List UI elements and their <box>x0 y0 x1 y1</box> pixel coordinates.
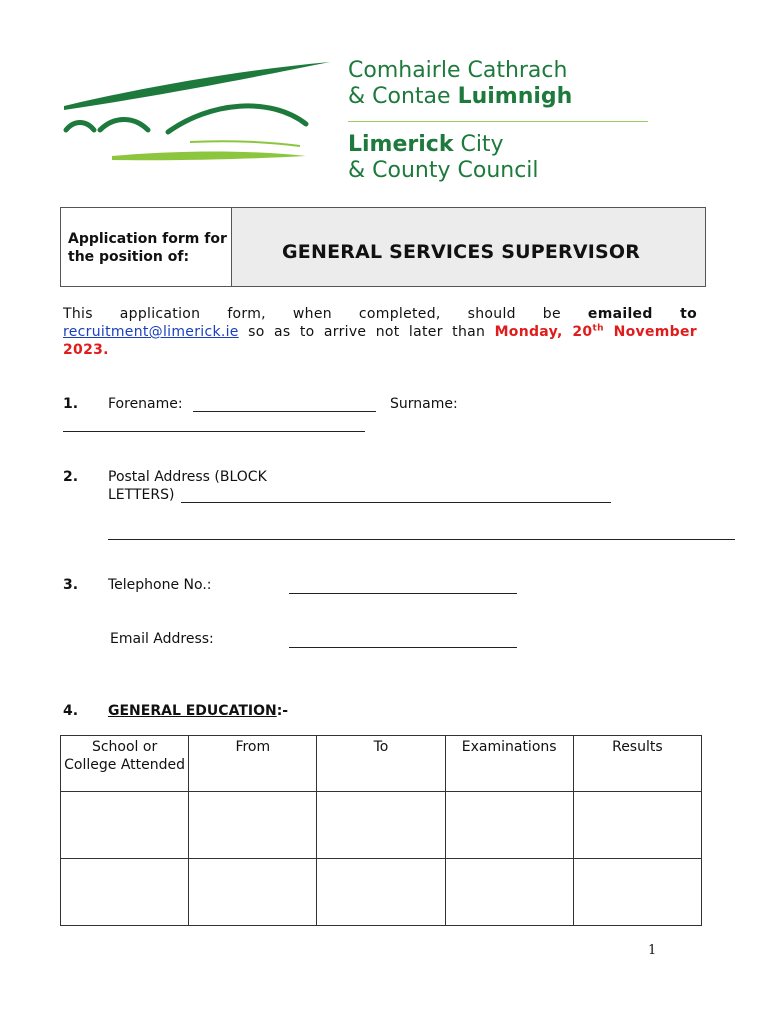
forename-label: Forename: <box>108 396 183 412</box>
table-cell[interactable] <box>445 792 573 859</box>
council-logo-graphic <box>60 58 332 170</box>
recruitment-email-link[interactable]: recruitment@limerick.ie <box>63 324 239 340</box>
question-number-1: 1. <box>63 396 79 412</box>
telephone-label: Telephone No.: <box>108 577 212 593</box>
surname-label: Surname: <box>390 396 458 412</box>
question-number-2: 2. <box>63 469 79 485</box>
logo-irish-line1: Comhairle Cathrach <box>348 58 568 83</box>
logo-irish-line2: & Contae Luimnigh <box>348 84 573 109</box>
postal-address-label-line2: LETTERS) <box>108 487 175 503</box>
table-cell[interactable] <box>317 859 445 926</box>
table-cell[interactable] <box>573 792 701 859</box>
general-education-heading: GENERAL EDUCATION:- <box>108 703 289 719</box>
table-cell[interactable] <box>573 859 701 926</box>
table-cell[interactable] <box>61 792 189 859</box>
position-header-box <box>60 207 706 287</box>
surname-field[interactable] <box>63 431 365 432</box>
intro-paragraph: This application form, when completed, should be emailed to recruitment@limerick.ie so as to arrive not later than Monday, 20th November 2023. <box>63 306 697 358</box>
position-title-cell <box>232 208 705 286</box>
question-number-3: 3. <box>63 577 79 593</box>
col-from-header: From <box>189 736 317 792</box>
logo-divider <box>348 121 648 122</box>
col-examinations-header: Examinations <box>445 736 573 792</box>
deadline-text: Monday, 20th November 2023. <box>63 323 697 358</box>
application-label-cell <box>61 208 232 286</box>
telephone-field[interactable] <box>289 593 517 594</box>
table-row <box>61 859 702 926</box>
email-address-label: Email Address: <box>110 631 214 647</box>
question-number-4: 4. <box>63 703 79 719</box>
table-cell[interactable] <box>189 859 317 926</box>
logo-english-line2: & County Council <box>348 158 539 183</box>
postal-address-field-2[interactable] <box>108 539 735 540</box>
col-to-header: To <box>317 736 445 792</box>
table-cell[interactable] <box>317 792 445 859</box>
forename-field[interactable] <box>193 411 376 412</box>
postal-address-label-line1: Postal Address (BLOCK <box>108 469 267 485</box>
table-cell[interactable] <box>445 859 573 926</box>
logo-english-line1: Limerick City <box>348 132 504 157</box>
table-cell[interactable] <box>61 859 189 926</box>
application-label: Application form for the position of: <box>68 231 227 265</box>
position-title: GENERAL SERVICES SUPERVISOR <box>282 241 641 263</box>
table-row <box>61 792 702 859</box>
col-school-header: School or College Attended <box>61 736 189 792</box>
table-cell[interactable] <box>189 792 317 859</box>
postal-address-field-1[interactable] <box>181 502 611 503</box>
table-header-row <box>61 736 702 792</box>
page-number: 1 <box>648 943 657 958</box>
education-table <box>60 735 702 926</box>
col-results-header: Results <box>573 736 701 792</box>
email-address-field[interactable] <box>289 647 517 648</box>
